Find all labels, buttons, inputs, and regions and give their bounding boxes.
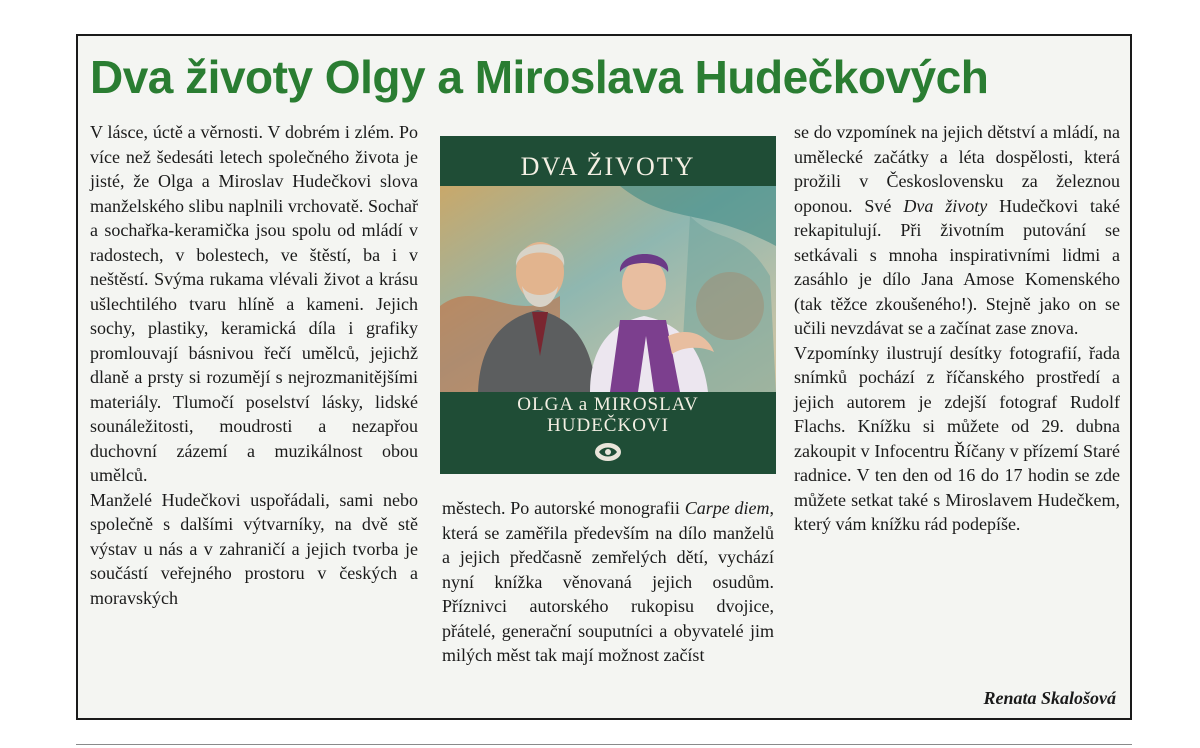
text-run: , která se zaměřila především na dílo manželů a jejich předčasně zemřelých dětí, vychází nyní knížka věnovaná jejich osudům. Příznivci autorského rukopisu dvojice, přátelé, generační souputníci a obyvatelé jim milých měst tak mají možnost začíst xyxy=(442,498,774,665)
article-title: Dva životy Olgy a Miroslava Hudečkových xyxy=(90,51,989,103)
cover-title: DVA ŽIVOTY xyxy=(520,152,696,181)
cover-authors-line: HUDEČKOVI xyxy=(547,415,669,436)
cover-photo xyxy=(440,186,776,392)
book-title-italic: Dva životy xyxy=(903,195,988,216)
book-title-italic: Carpe diem xyxy=(684,498,770,518)
cover-authors xyxy=(440,394,776,436)
cover-authors-line: OLGA a MIROSLAV xyxy=(517,394,699,415)
article-column-3 xyxy=(794,120,1120,537)
cover-emblem-icon xyxy=(591,440,625,464)
article-column-2 xyxy=(442,496,774,668)
paragraph: Vzpomínky ilustrují desítky fotografií, řada snímků pochází z říčanského prostředí a jejich autorem je zdejší fotograf Rudolf Flachs. Knížku si můžete od 29. dubna zakoupit v Infocentru Říčany v přízemí Staré radnice. V ten den od 16 do 17 hodin se zde můžete setkat také s Miroslavem Hudečkem, který vám knížku rád podepíše. xyxy=(794,342,1120,534)
text-run: se do vzpomínek na jejich dětství a mládí, na umělecké začátky a léta dospělosti, která prožili v Československu za železnou oponou. Své xyxy=(794,122,1120,216)
author-signature: Renata Skalošová xyxy=(983,688,1116,708)
text-run: městech. Po autorské monografii xyxy=(442,498,685,518)
article-box xyxy=(76,34,1132,720)
paragraph xyxy=(794,120,1120,341)
paragraph xyxy=(442,496,774,668)
paragraph: Manželé Hudečkovi uspořádali, sami nebo společně s dalšími výtvarníky, na dvě stě výstav u nás a v zahraničí a jejich tvorba je součástí veřejného prostoru v českých a moravských xyxy=(90,489,418,608)
text-run: Hudečkovi také rekapitulují. Při životním putování se setkávali s mnoha inspirativními lidmi a zasáhlo je dílo Jana Amose Komenského (tak těžce zkoušeného!). Stejně jako on se učili nevzdávat se a začínat zase znova. xyxy=(794,195,1120,338)
article-column-1 xyxy=(90,120,418,610)
book-cover-image xyxy=(440,136,776,474)
page-divider xyxy=(76,744,1132,745)
paragraph: V lásce, úctě a věrnosti. V dobrém i zlém. Po více než šedesáti letech společného života je jisté, že Olga a Miroslav Hudečkovi slova manželského slibu naplnili vrchovatě. Sochař a sochařka-keramička jsou spolu od mládí v radostech, v bolestech, ve štěstí, ba i v neštěstí. Svýma rukama vlévali život a krásu ušlechtilého tvaru hlíně a kameni. Jejich sochy, plastiky, keramická díla i grafiky promlouvají básnivou řečí umělců, jejichž dlaně a prsty si rozumějí s nejrozmanitějšími materiály. Tlumočí poselství lásky, lidské sounáležitosti, moudrosti a nezapřou duchovní zázemí a muzikálnost obou umělců. xyxy=(90,122,418,485)
